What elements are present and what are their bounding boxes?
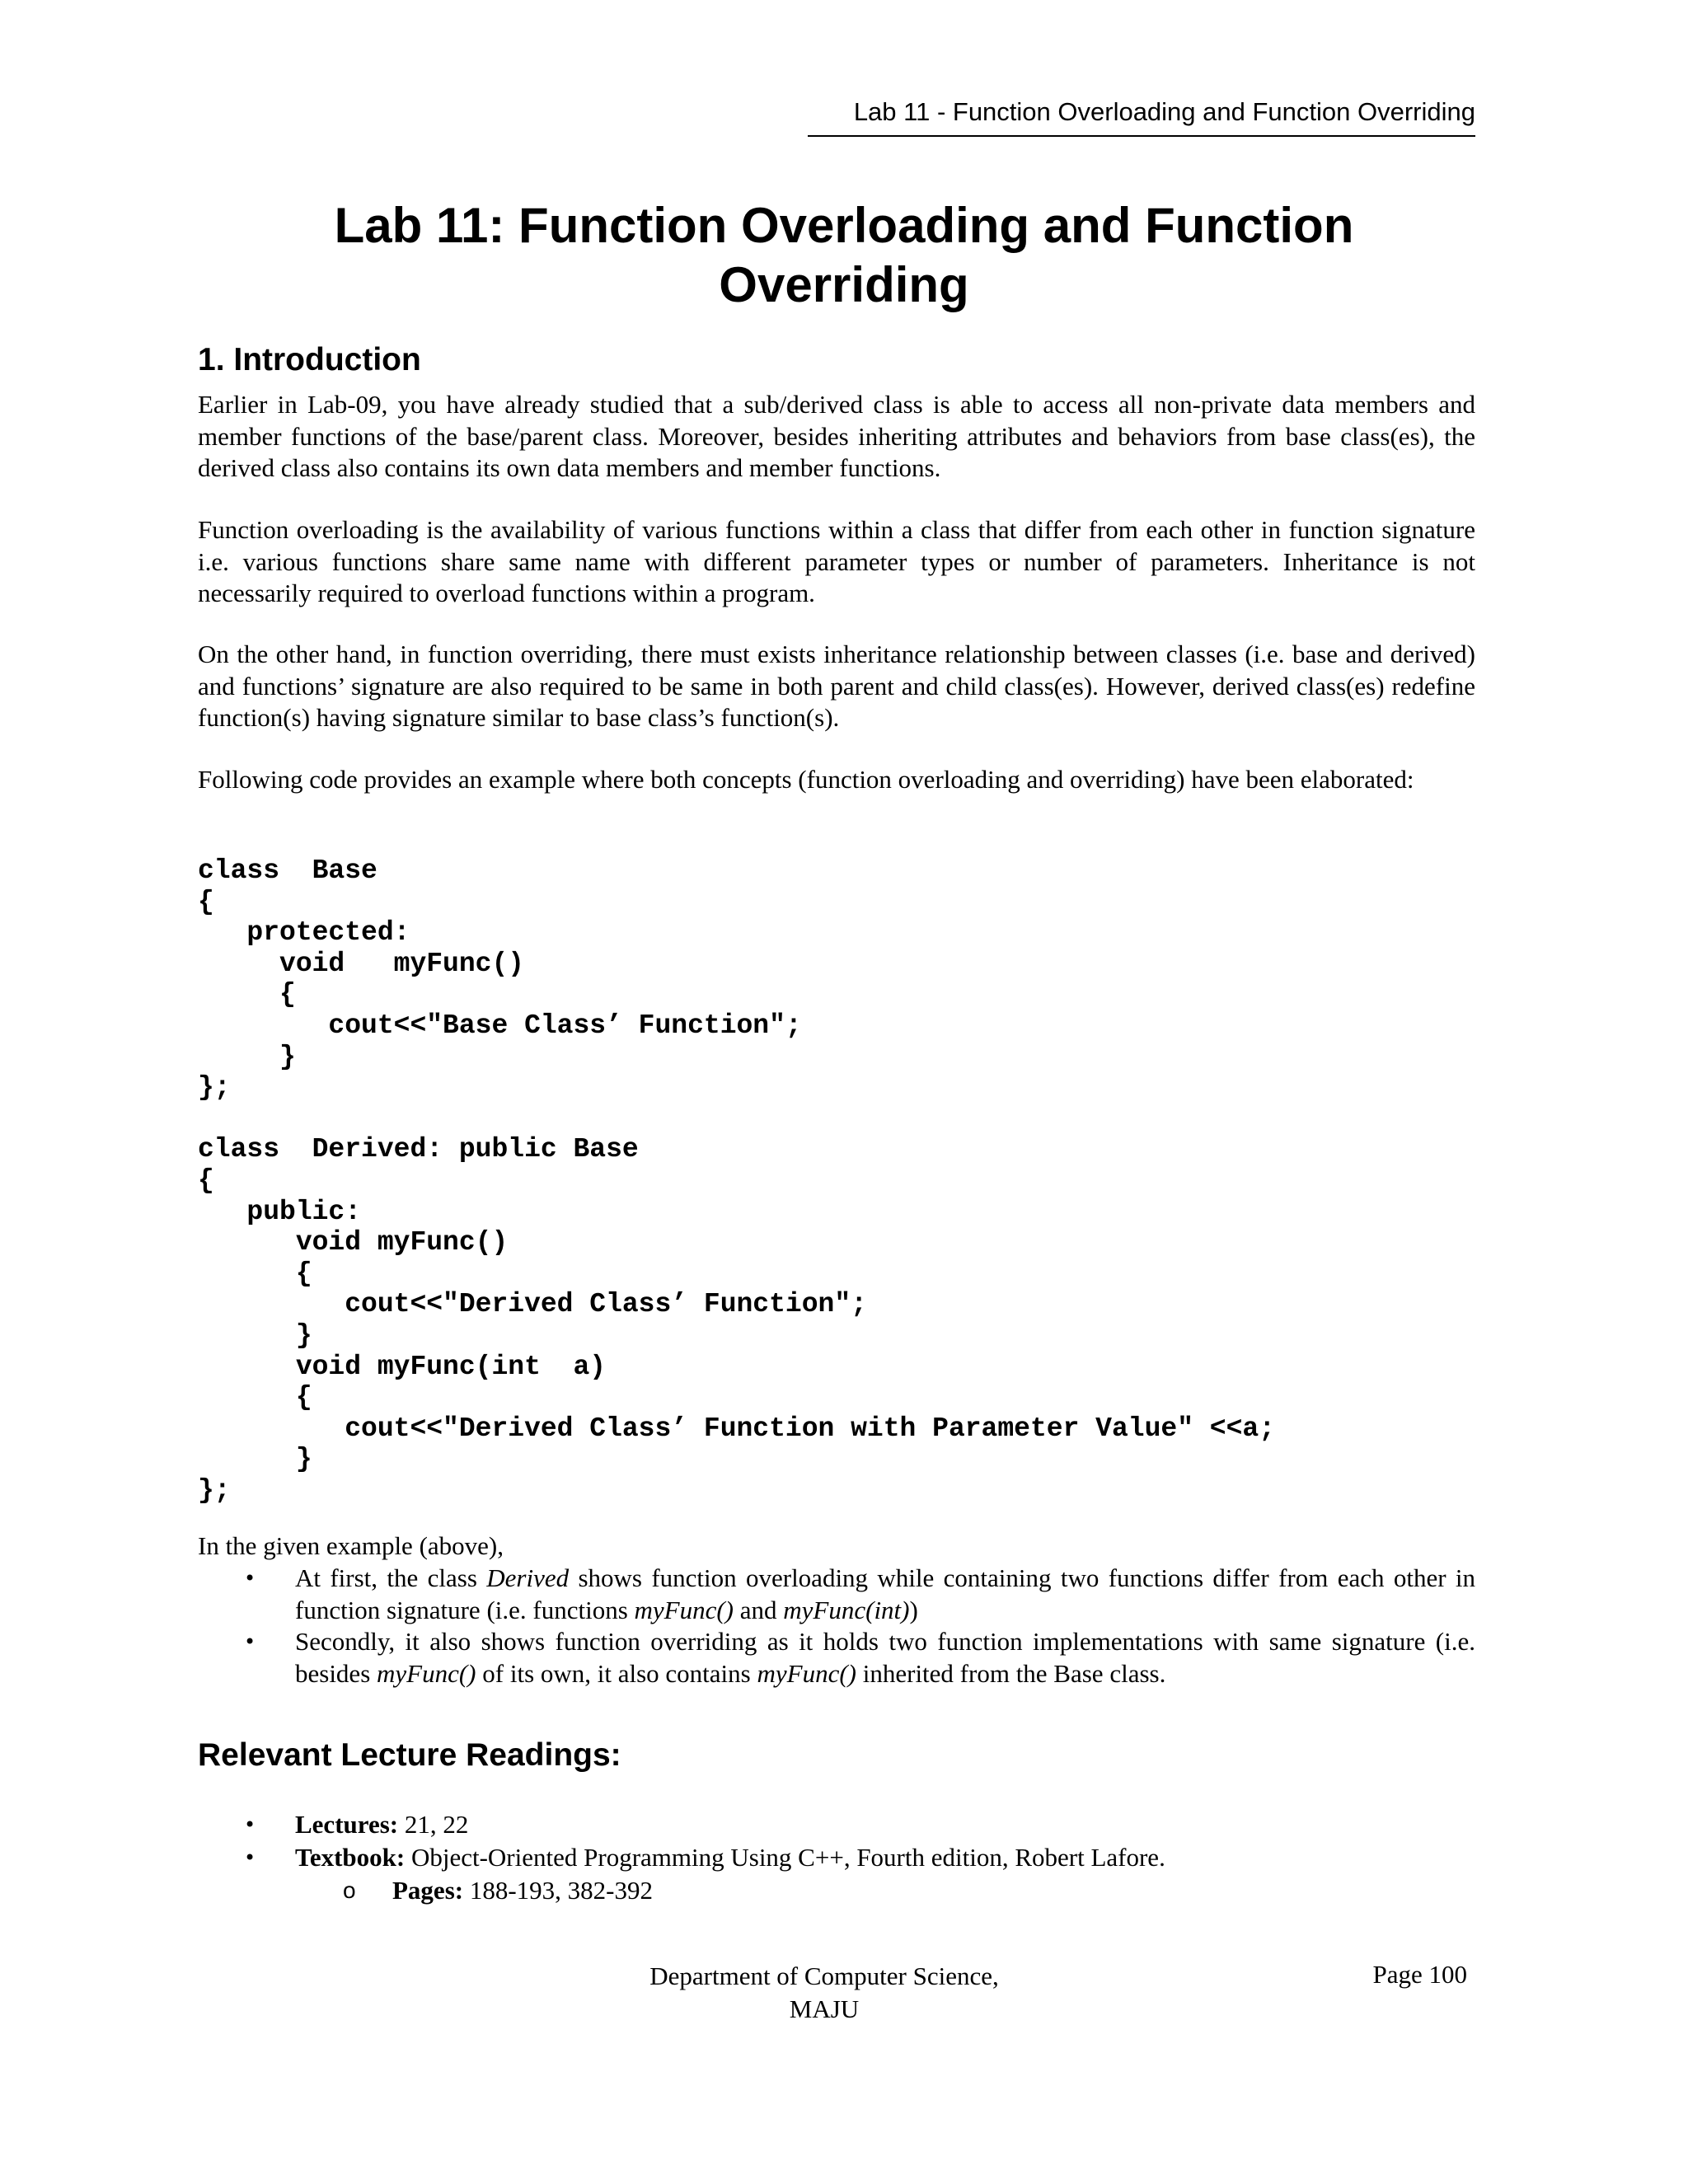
readings-list bbox=[198, 1808, 1475, 1907]
running-header: Lab 11 - Function Overloading and Function Overriding bbox=[808, 97, 1475, 137]
intro-paragraph-4: Following code provides an example where both concepts (function overloading and overriding) have been elaborated: bbox=[198, 765, 1414, 794]
title-line-1: Lab 11: Function Overloading and Function bbox=[334, 198, 1354, 253]
reading-textbook: • Textbook: Object-Oriented Programming Using C++, Fourth edition, Robert Lafore. bbox=[198, 1841, 1475, 1874]
page-number: Page 100 bbox=[1372, 1960, 1467, 1989]
example-intro: In the given example (above), bbox=[198, 1531, 504, 1560]
bullet-icon: • bbox=[244, 1813, 256, 1836]
introduction-heading: 1. Introduction bbox=[198, 342, 421, 377]
readings-heading: Relevant Lecture Readings: bbox=[198, 1737, 621, 1773]
intro-paragraph-3: On the other hand, in function overriding, there must exists inheritance relationship between classes (i.e. base and derived) and functions’ signature are also required to be same in both parent and child class(es). However, derived class(es) redefine function(s) having signature similar to base class’s function(s). bbox=[198, 640, 1475, 732]
list-item: • At first, the class Derived shows function overloading while containing two functions differ from each other in function signature (i.e. functions myFunc() and myFunc(int)) bbox=[244, 1563, 1475, 1624]
reading-lectures: • Lectures: 21, 22 bbox=[198, 1808, 1475, 1841]
bullet-icon: • bbox=[244, 1846, 256, 1869]
intro-paragraph-1: Earlier in Lab-09, you have already studied that a sub/derived class is able to access all non-private data members and member functions of the base/parent class. Moreover, besides inheriting attributes and behaviors from base class(es), the derived class also contains its own data members and member functions. bbox=[198, 390, 1475, 482]
example-bullet-list bbox=[198, 1563, 1475, 1690]
footer-department: Department of Computer Science, MAJU bbox=[649, 1961, 999, 2023]
bullet-icon: • bbox=[244, 1630, 256, 1653]
title-line-2: Overriding bbox=[719, 257, 969, 312]
bullet-icon: • bbox=[244, 1567, 256, 1590]
intro-paragraph-2: Function overloading is the availability of various functions within a class that differ from each other in function signature i.e. various functions share same name with different parameter types or number of parameters. Inheritance is not necessarily required to overload functions within a program. bbox=[198, 515, 1475, 607]
circle-bullet-icon: o bbox=[343, 1877, 356, 1903]
list-item: • Secondly, it also shows function overriding as it holds two function implementations with same signature (i.e. besides myFunc() of its own, it also contains myFunc() inherited from the Base class. bbox=[244, 1627, 1475, 1688]
code-example: class Base { protected: void myFunc() { cout<<"Base Class’ Function"; } }; class Derived: public Base { public: void myFunc() { cout<<"Derived Class’ Function"; } void myFunc(int a) { cout<<"Derived Class’ Function with Parameter Value" <<a; } }; bbox=[198, 855, 1276, 1506]
reading-pages: o Pages: 188-193, 382-392 bbox=[198, 1874, 1475, 1907]
page-title bbox=[198, 196, 1490, 315]
